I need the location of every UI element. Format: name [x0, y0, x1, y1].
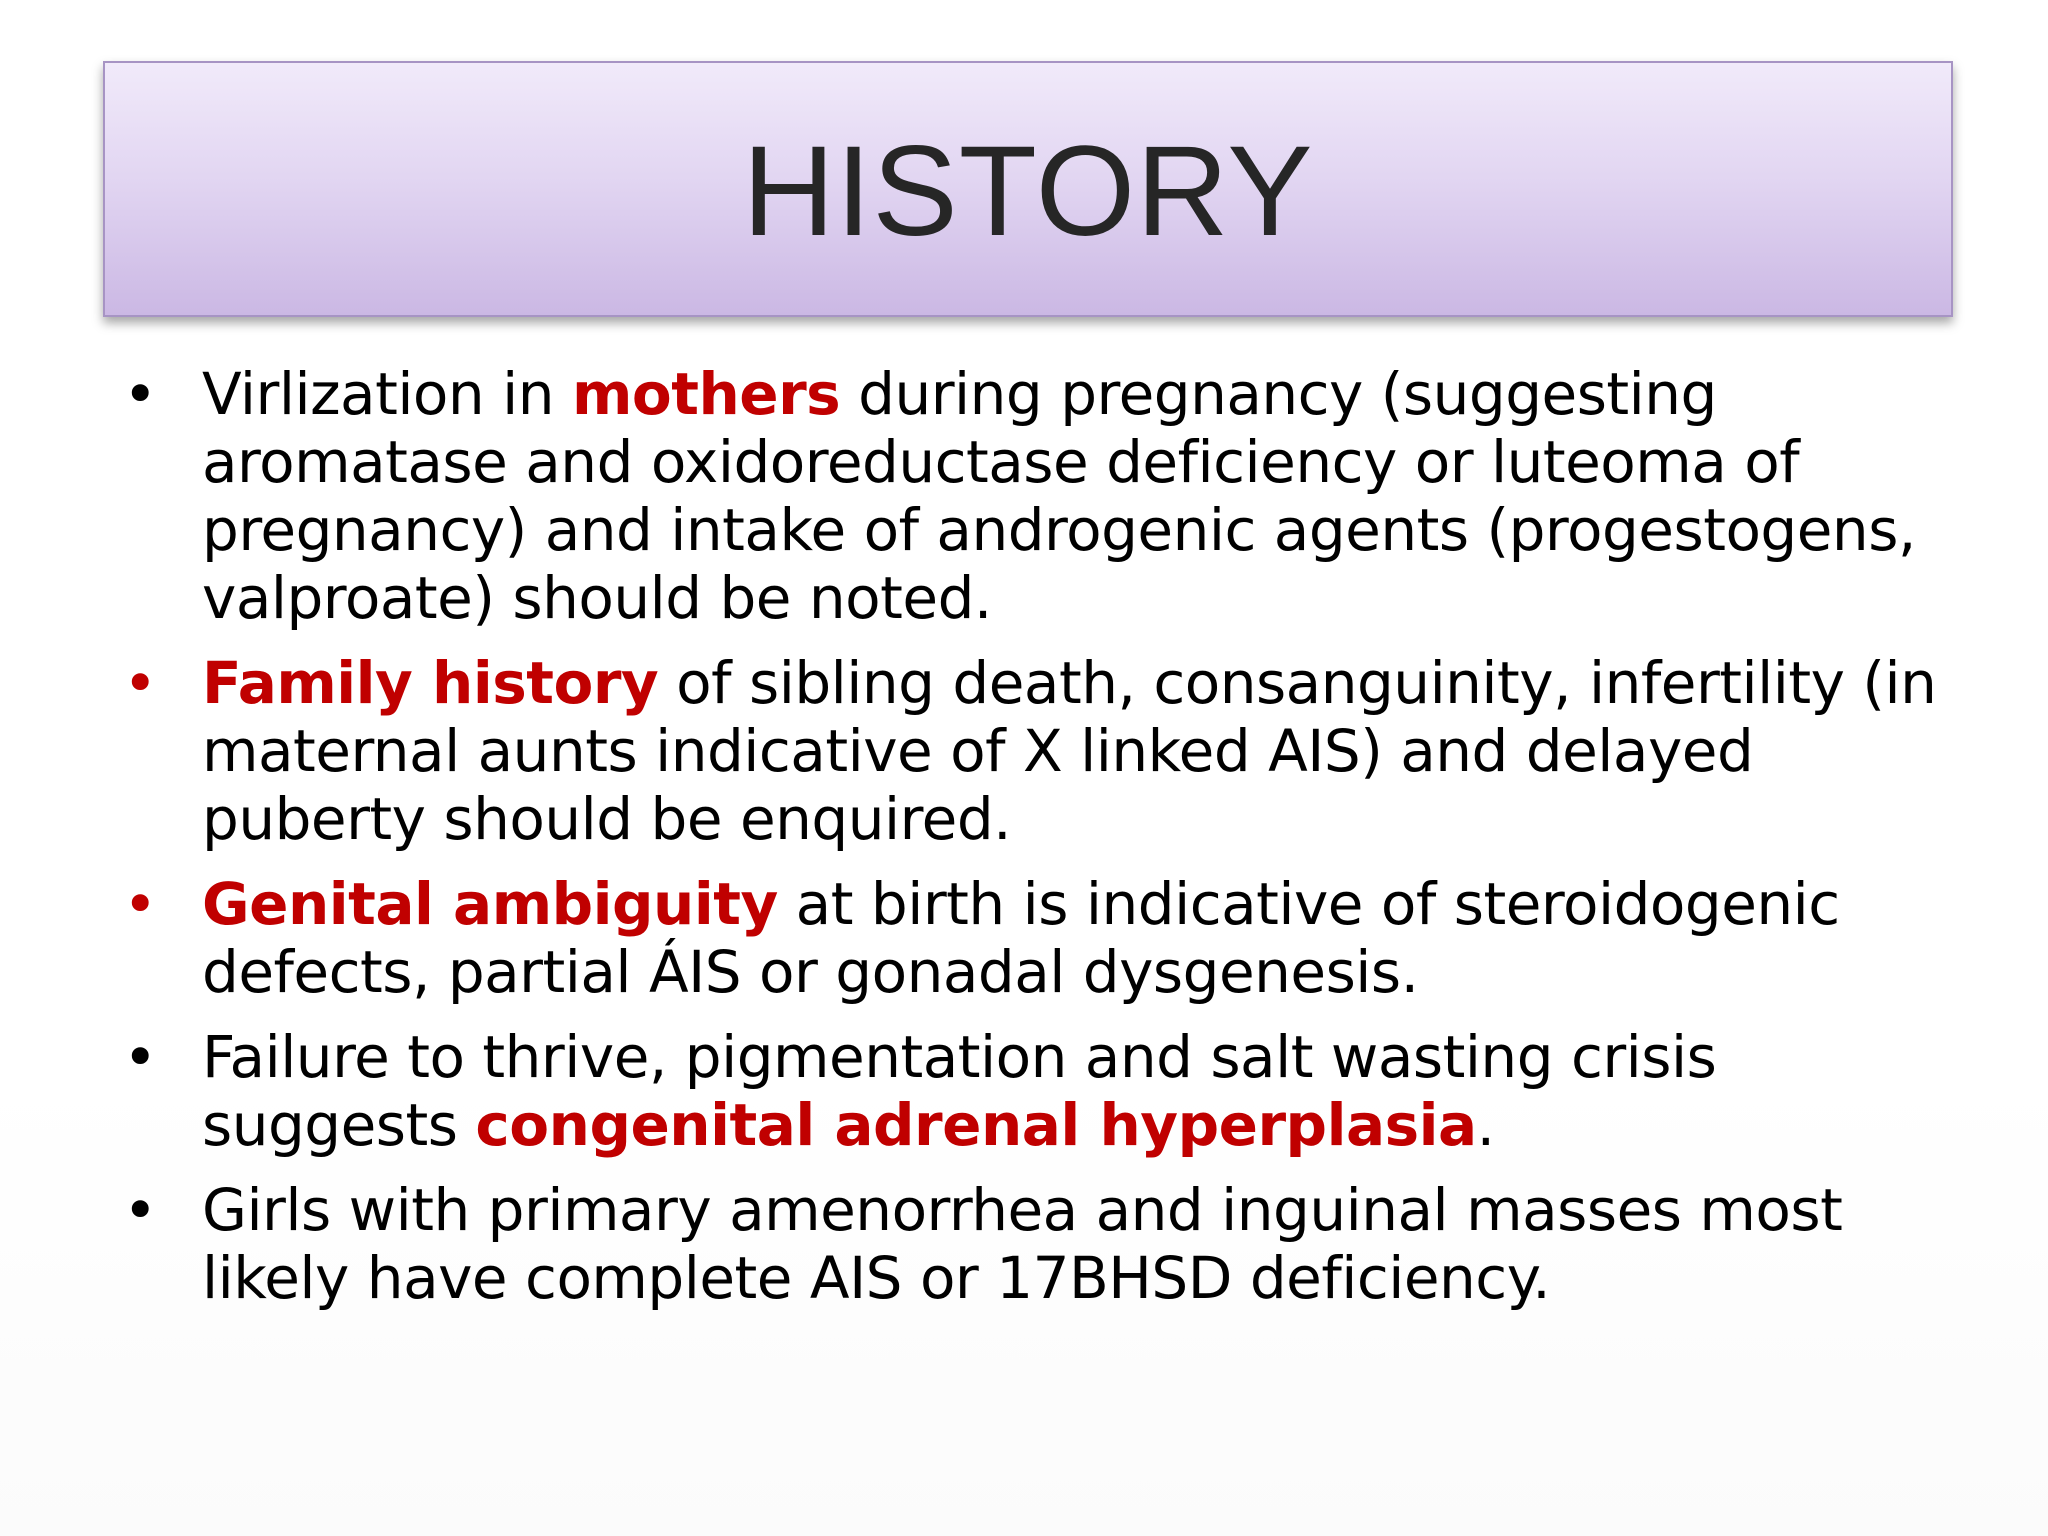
bullet-item [120, 870, 1950, 1006]
bullet-item [120, 1023, 1950, 1159]
bullet-item [120, 360, 1950, 632]
bullet-highlight: Family history [202, 649, 659, 717]
title-box [103, 61, 1953, 317]
bullet-text-post: of sibling death, consanguinity, infertility (in maternal aunts indicative of X linked AIS) and delayed puberty should be enquired. [202, 649, 1937, 853]
bullet-text-post: at birth is indicative of steroidogenic defects, partial ÁIS or gonadal dysgenesis. [202, 870, 1840, 1006]
bullet-highlight: congenital adrenal hyperplasia [475, 1091, 1477, 1159]
bullet-dot-icon: • [123, 649, 157, 717]
bullet-dot-icon: • [123, 1176, 157, 1244]
bullet-text-pre: Virlization in [202, 360, 572, 428]
bullet-item [120, 649, 1950, 853]
bullet-text-pre: Girls with primary amenorrhea and inguinal masses most likely have complete AIS or 17BHSD deficiency. [202, 1176, 1843, 1312]
bullet-dot-icon: • [123, 1023, 157, 1091]
bullet-text-post: . [1476, 1091, 1495, 1159]
bullet-highlight: mothers [571, 360, 841, 428]
bullet-text-pre: Failure to thrive, pigmentation and salt wasting crisis suggests [202, 1023, 1717, 1159]
slide-title: HISTORY [742, 120, 1314, 263]
bullet-highlight: Genital ambiguity [202, 870, 778, 938]
bullet-dot-icon: • [123, 870, 157, 938]
bullet-dot-icon: • [123, 360, 157, 428]
bullet-item [120, 1176, 1950, 1312]
bullet-list [120, 360, 1950, 1329]
bullet-text-post: during pregnancy (suggesting aromatase and oxidoreductase deficiency or luteoma of pregnancy) and intake of androgenic agents (progestogens, valproate) should be noted. [202, 360, 1916, 632]
